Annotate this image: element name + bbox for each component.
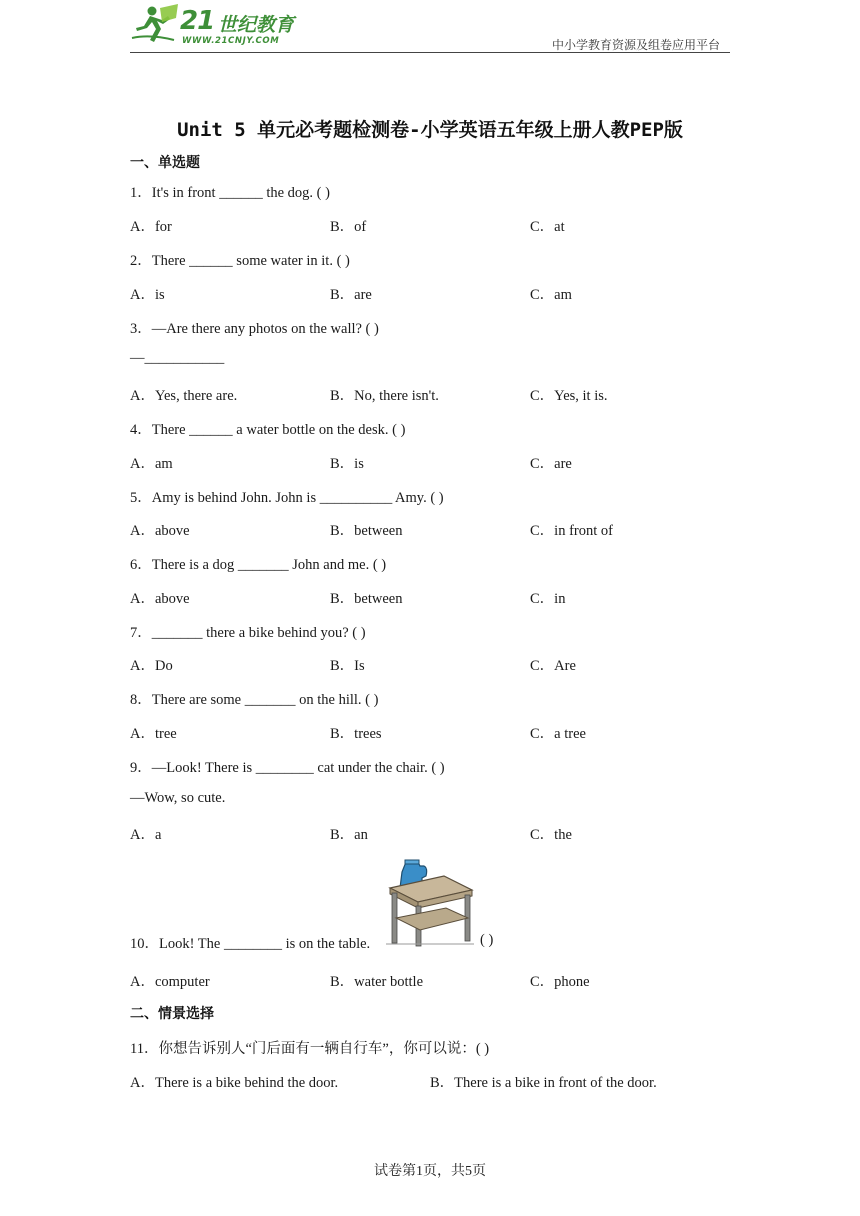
question-3-answer-blank: —___________	[130, 350, 225, 366]
question-4-option-c[interactable]: C．are	[530, 456, 572, 472]
question-2-stem: 2．There ______ some water in it. ( )	[130, 253, 350, 269]
question-9-reply: —Wow, so cute.	[130, 790, 226, 806]
question-2-option-b[interactable]: B．are	[330, 287, 372, 303]
runner-logo-icon	[130, 4, 182, 44]
question-7-stem: 7．_______ there a bike behind you? ( )	[130, 625, 366, 641]
question-10-option-b[interactable]: B．water bottle	[330, 974, 424, 990]
section-heading-situational-choice: 二、情景选择	[130, 1006, 214, 1022]
question-10-option-c[interactable]: C．phone	[530, 974, 590, 990]
page-title: Unit 5 单元必考题检测卷-小学英语五年级上册人教PEP版	[177, 119, 683, 141]
question-9-option-c[interactable]: C．the	[530, 827, 572, 843]
question-3-stem: 3．—Are there any photos on the wall? ( )	[130, 321, 379, 337]
question-1-stem: 1．It's in front ______ the dog. ( )	[130, 185, 330, 201]
question-7-option-b[interactable]: B．Is	[330, 658, 365, 674]
question-3-option-b[interactable]: B．No, there isn't.	[330, 388, 439, 404]
question-6-option-b[interactable]: B．between	[330, 591, 403, 607]
question-2-option-c[interactable]: C．am	[530, 287, 572, 303]
question-5-option-c[interactable]: C．in front of	[530, 523, 613, 539]
question-9-option-b[interactable]: B．an	[330, 827, 368, 843]
platform-name: 中小学教育资源及组卷应用平台	[551, 38, 720, 52]
question-7-option-c[interactable]: C．Are	[530, 658, 576, 674]
logo-number: 21	[180, 6, 215, 36]
question-5-stem: 5．Amy is behind John. John is __________ Amy. ( )	[130, 490, 444, 506]
page-header	[130, 0, 730, 56]
page-footer: 试卷第1页，共5页	[374, 1164, 486, 1179]
question-9-option-a[interactable]: A．a	[130, 827, 162, 843]
question-6-option-c[interactable]: C．in	[530, 591, 566, 607]
question-11-stem: 11．你想告诉别人“门后面有一辆自行车”，你可以说：( )	[130, 1041, 490, 1057]
question-8-option-a[interactable]: A．tree	[130, 726, 177, 742]
question-7-option-a[interactable]: A．Do	[130, 658, 173, 674]
section-heading-single-choice: 一、单选题	[130, 155, 200, 171]
question-10-answer-bracket: ( )	[480, 932, 494, 948]
question-8-stem: 8．There are some _______ on the hill. ( )	[130, 692, 379, 708]
question-10-option-a[interactable]: A．computer	[130, 974, 210, 990]
question-8-option-c[interactable]: C．a tree	[530, 726, 586, 742]
question-10-stem: 10．Look! The ________ is on the table.	[130, 936, 371, 952]
question-3-option-a[interactable]: A．Yes, there are.	[130, 388, 238, 404]
table-with-water-bottle-image	[386, 856, 474, 948]
logo-brand-text: 世纪教育	[218, 14, 295, 36]
question-9-stem: 9．—Look! There is ________ cat under the chair. ( )	[130, 760, 445, 776]
logo	[130, 4, 320, 48]
question-1-option-b[interactable]: B．of	[330, 219, 367, 235]
question-2-option-a[interactable]: A．is	[130, 287, 165, 303]
question-4-stem: 4．There ______ a water bottle on the desk. ( )	[130, 422, 406, 438]
question-4-option-b[interactable]: B．is	[330, 456, 364, 472]
question-3-option-c[interactable]: C．Yes, it is.	[530, 388, 608, 404]
question-11-option-a[interactable]: A．There is a bike behind the door.	[130, 1075, 339, 1091]
question-6-stem: 6．There is a dog _______ John and me. ( )	[130, 557, 387, 573]
question-11-option-b[interactable]: B．There is a bike in front of the door.	[430, 1075, 657, 1091]
question-6-option-a[interactable]: A．above	[130, 591, 190, 607]
header-divider	[130, 52, 730, 53]
question-1-option-a[interactable]: A．for	[130, 219, 172, 235]
question-4-option-a[interactable]: A．am	[130, 456, 173, 472]
question-5-option-a[interactable]: A．above	[130, 523, 190, 539]
question-1-option-c[interactable]: C．at	[530, 219, 565, 235]
question-8-option-b[interactable]: B．trees	[330, 726, 382, 742]
logo-url: WWW.21CNJY.COM	[182, 36, 280, 46]
question-5-option-b[interactable]: B．between	[330, 523, 403, 539]
